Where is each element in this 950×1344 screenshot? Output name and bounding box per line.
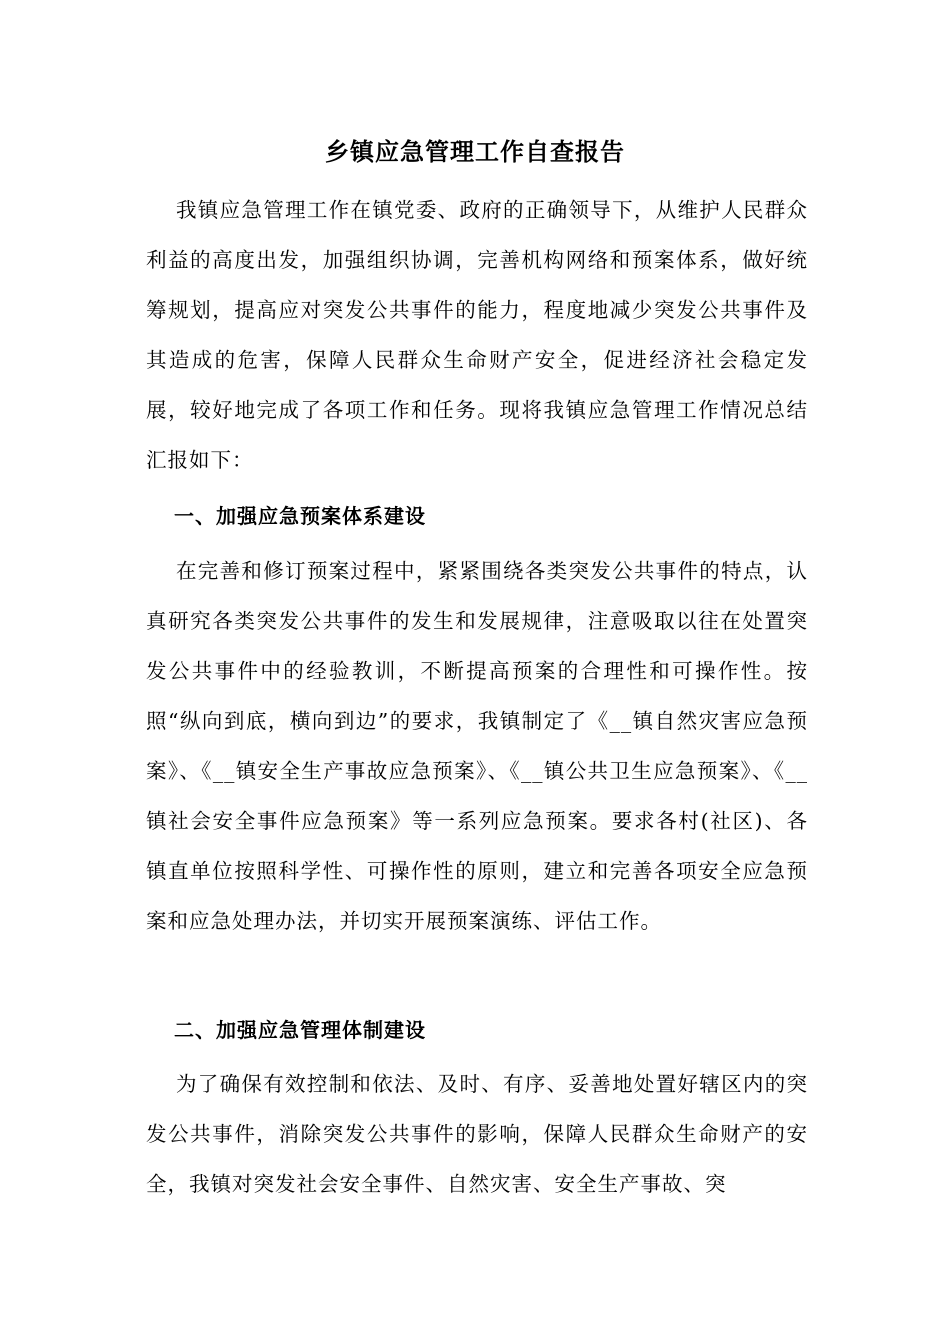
intro-paragraph: 我镇应急管理工作在镇党委、政府的正确领导下，从维护人民群众利益的高度出发，加强组织协调，完善机构网络和预案体系，做好统筹规划，提高应对突发公共事件的能力，程度地减少突发公共事件及其造成的危害，保障人民群众生命财产安全，促进经济社会稳定发展，较好地完成了各项工作和任务。现将我镇应急管理工作情况总结汇报如下： [146,198,808,472]
section-body-2: 为了确保有效控制和依法、及时、有序、妥善地处置好辖区内的突发公共事件，消除突发公共事件的影响，保障人民群众生命财产的安全，我镇对突发社会安全事件、自然灾害、安全生产事故、突 [146,1072,808,1196]
section-heading-1: 一、加强应急预案体系建设 [174,504,426,528]
section-heading-2: 二、加强应急管理体制建设 [174,1018,426,1042]
document-title: 乡镇应急管理工作自查报告 [325,138,625,166]
section-body-1: 在完善和修订预案过程中，紧紧围绕各类突发公共事件的特点，认真研究各类突发公共事件的发生和发展规律，注意吸取以往在处置突发公共事件中的经验教训，不断提高预案的合理性和可操作性。按照“纵向到底，横向到边”的要求，我镇制定了《__镇自然灾害应急预案》、《__镇安全生产事故应急预案》、《__镇公共卫生应急预案》、《__镇社会安全事件应急预案》等一系列应急预案。要求各村(社区)、各镇直单位按照科学性、可操作性的原则，建立和完善各项安全应急预案和应急处理办法，并切实开展预案演练、评估工作。 [146,559,808,933]
